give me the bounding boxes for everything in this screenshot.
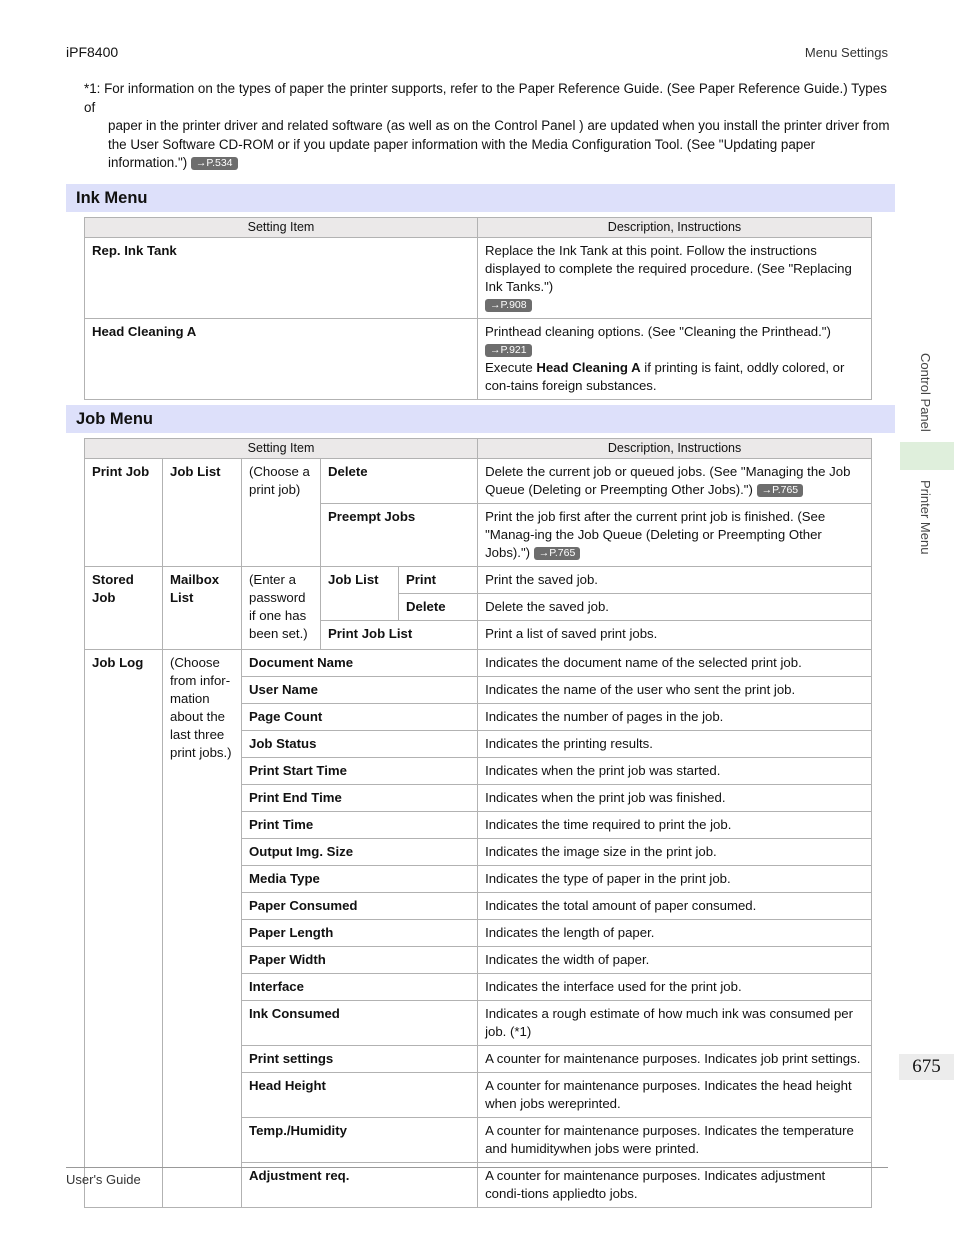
setting-description: Print the job first after the current print job is finished. (See "Manag-ing the Job Queue (Deleting or Preempting Other Jobs).") →P.765 — [478, 504, 872, 567]
menu-level-1: Stored Job — [85, 567, 163, 650]
setting-description: A counter for maintenance purposes. Indicates adjustment condi-tions appliedto jobs. — [478, 1163, 872, 1208]
setting-item: Rep. Ink Tank — [85, 238, 478, 319]
page-reference-link[interactable]: →P.534 — [191, 157, 238, 170]
ink-menu-table — [84, 217, 872, 400]
setting-item: Print Start Time — [242, 758, 478, 785]
footnote — [84, 80, 890, 173]
setting-description: Print the saved job. — [478, 567, 872, 594]
table-row — [85, 238, 872, 319]
setting-item: Head Cleaning A — [85, 319, 478, 400]
setting-description: A counter for maintenance purposes. Indicates the temperature and humiditywhen jobs were printed. — [478, 1118, 872, 1163]
document-model: iPF8400 — [66, 44, 119, 60]
setting-subitem: Delete — [399, 594, 478, 621]
setting-item: Adjustment req. — [242, 1163, 478, 1208]
setting-item: Ink Consumed — [242, 1001, 478, 1046]
setting-description: Indicates the interface used for the print job. — [478, 974, 872, 1001]
setting-description: A counter for maintenance purposes. Indicates the head height when jobs wereprinted. — [478, 1073, 872, 1118]
setting-description: Print a list of saved print jobs. — [478, 621, 872, 650]
ink-menu-heading: Ink Menu — [66, 184, 895, 212]
setting-item: Media Type — [242, 866, 478, 893]
footnote-rest: paper in the printer driver and related software (as well as on the Control Panel ) are updated when you install the printer driver from the User Software CD-ROM or if you update paper information with the Media Configuration Tool. (See "Updating paper information.") — [108, 118, 890, 170]
setting-item: Interface — [242, 974, 478, 1001]
menu-level-1: Print Job — [85, 459, 163, 567]
setting-item: Page Count — [242, 704, 478, 731]
menu-level-1: Job Log — [85, 650, 163, 1208]
setting-description: Printhead cleaning options. (See "Cleaning the Printhead.") →P.921 Execute Head Cleaning A if printing is faint, oddly colored, or con-tains foreign substances. — [478, 319, 872, 400]
setting-description: Delete the current job or queued jobs. (See "Managing the Job Queue (Deleting or Preempting Other Jobs).") →P.765 — [478, 459, 872, 504]
footnote-first-line: *1: For information on the types of paper the printer supports, refer to the Paper Reference Guide. (See Paper Reference Guide.) Types of — [84, 81, 887, 115]
footer-divider — [66, 1167, 888, 1168]
setting-description: Indicates the type of paper in the print job. — [478, 866, 872, 893]
table-row — [85, 567, 872, 594]
table-row — [85, 459, 872, 504]
setting-item: Paper Width — [242, 947, 478, 974]
setting-item: Output Img. Size — [242, 839, 478, 866]
setting-description: Indicates a rough estimate of how much ink was consumed per job. (*1) — [478, 1001, 872, 1046]
menu-level-3: (Choose a print job) — [242, 459, 321, 567]
setting-item: Delete — [321, 459, 478, 504]
side-tab-marker — [900, 442, 954, 470]
side-tab-control-panel[interactable]: Control Panel — [918, 353, 933, 432]
setting-item: Print End Time — [242, 785, 478, 812]
setting-description: A counter for maintenance purposes. Indicates job print settings. — [478, 1046, 872, 1073]
job-menu-table — [84, 438, 872, 1208]
setting-item: Job List — [321, 567, 399, 621]
setting-description: Indicates the number of pages in the job. — [478, 704, 872, 731]
column-header: Setting Item — [85, 439, 478, 459]
setting-item: Print Job List — [321, 621, 478, 650]
setting-item: Paper Consumed — [242, 893, 478, 920]
table-row — [85, 650, 872, 677]
setting-description: Indicates when the print job was finished. — [478, 785, 872, 812]
setting-description: Indicates the time required to print the job. — [478, 812, 872, 839]
job-menu-heading: Job Menu — [66, 405, 895, 433]
page-reference-link[interactable]: →P.765 — [534, 547, 581, 560]
page-reference-link[interactable]: →P.908 — [485, 299, 532, 312]
setting-item: Head Height — [242, 1073, 478, 1118]
section-title: Menu Settings — [804, 45, 888, 60]
setting-description: Indicates the printing results. — [478, 731, 872, 758]
setting-item: User Name — [242, 677, 478, 704]
setting-description: Indicates the width of paper. — [478, 947, 872, 974]
footnote-body — [84, 117, 890, 173]
page-reference-link[interactable]: →P.921 — [485, 344, 532, 357]
menu-level-2: (Choose from infor-mation about the last three print jobs.) — [163, 650, 242, 1208]
page-reference-link[interactable]: →P.765 — [757, 484, 804, 497]
setting-description: Replace the Ink Tank at this point. Follow the instructions displayed to complete the required procedure. (See "Replacing Ink Tanks.") →P.908 — [478, 238, 872, 319]
setting-subitem: Print — [399, 567, 478, 594]
menu-level-2: Job List — [163, 459, 242, 567]
setting-item: Paper Length — [242, 920, 478, 947]
table-row — [85, 319, 872, 400]
setting-item: Print Time — [242, 812, 478, 839]
page-number: 675 — [899, 1054, 954, 1080]
menu-level-2: Mailbox List — [163, 567, 242, 650]
footer-text: User's Guide — [66, 1172, 141, 1187]
setting-description: Indicates the length of paper. — [478, 920, 872, 947]
setting-description: Indicates the document name of the selected print job. — [478, 650, 872, 677]
setting-item: Print settings — [242, 1046, 478, 1073]
setting-description: Indicates when the print job was started. — [478, 758, 872, 785]
setting-description: Indicates the image size in the print job. — [478, 839, 872, 866]
side-tab-printer-menu[interactable]: Printer Menu — [918, 480, 933, 555]
column-header: Description, Instructions — [478, 218, 872, 238]
setting-description: Indicates the total amount of paper consumed. — [478, 893, 872, 920]
setting-item: Job Status — [242, 731, 478, 758]
setting-item: Preempt Jobs — [321, 504, 478, 567]
setting-description: Indicates the name of the user who sent the print job. — [478, 677, 872, 704]
menu-level-3: (Enter a password if one has been set.) — [242, 567, 321, 650]
column-header: Description, Instructions — [478, 439, 872, 459]
setting-description: Delete the saved job. — [478, 594, 872, 621]
column-header: Setting Item — [85, 218, 478, 238]
setting-item: Document Name — [242, 650, 478, 677]
setting-item: Temp./Humidity — [242, 1118, 478, 1163]
